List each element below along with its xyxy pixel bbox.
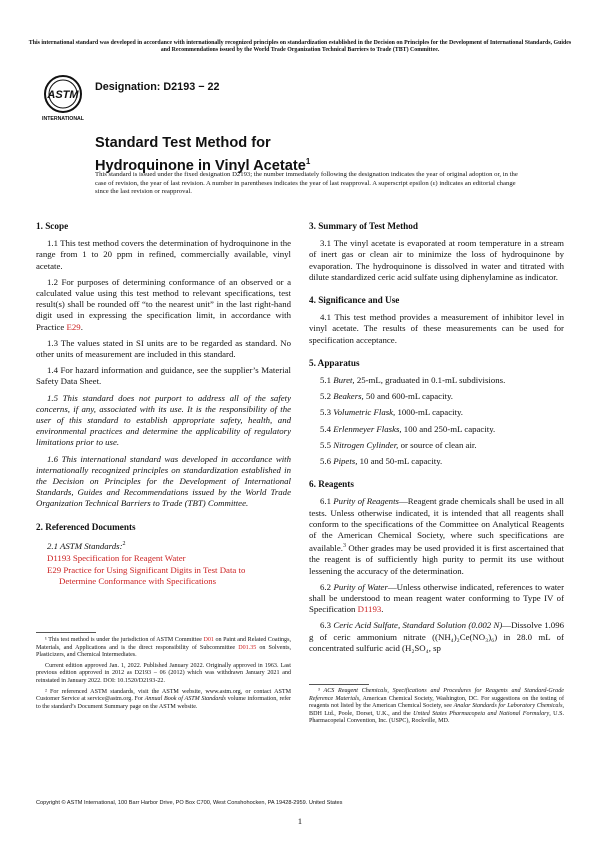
link-d01[interactable]: D01 (203, 637, 214, 643)
page-number: 1 (297, 816, 303, 826)
ref-e29[interactable]: E29 Practice for Using Significant Digits in Test Data to Determine Conformance with Specifications (47, 565, 246, 587)
section-reagents (309, 479, 564, 654)
copyright-line: Copyright © ASTM International, 100 Barr Harbor Drive, PO Box C700, West Conshohocken, PA 19428-2959. United States (36, 800, 343, 806)
footnotes-right (309, 688, 564, 729)
footnote-3: ³ ACS Reagent Chemicals, Specifications and Procedures for Reagents and Standard-Grade Reference Materials, American Chemical Society, Washington, DC. For suggestions on the testing of reagents not listed by the American Chemical Society, see Analar Standards for Laboratory Chemicals, BDH Ltd., Poole, Dorset, U.K., and the United States Pharmacopeia and National Formulary, U.S. Pharmacopeial Convention, Inc. (USPC), Rockville, MD. (309, 688, 565, 725)
title-line-1: Standard Test Method for (95, 135, 271, 151)
ref-d1193[interactable]: D1193 Specification for Reagent Water (47, 553, 186, 563)
paragraph: 6.2 Purity of Water—Unless otherwise indicated, references to water shall be understood to mean reagent water conforming to Type IV of Specification D1193. (309, 581, 565, 615)
section-heading: 3. Summary of Test Method (309, 221, 418, 231)
footnote-divider (36, 632, 96, 633)
footnote-1: ¹ This test method is under the jurisdiction of ASTM Committee D01 on Paint and Related Coatings, Materials, and Applications and is the direct responsibility of Subcommittee D01.35 on Solvents, Plasticizers, and Chemical Intermediates. (36, 637, 292, 659)
svg-text:INTERNATIONAL: INTERNATIONAL (42, 116, 84, 122)
paragraph: 1.5 This standard does not purport to address all of the safety concerns, if any, associated with its use. It is the responsibility of the user of this standard to establish appropriate safety, health, and environmental practices and determine the applicability of regulatory limitations prior to use. (36, 392, 291, 448)
paragraph: 1.1 This test method covers the determination of hydroquinone in the range from 1 to 20 ppm in refined, commercially available, vinyl acetate. (36, 238, 291, 271)
section-heading: 2. Referenced Documents (36, 521, 136, 532)
paragraph: 1.6 This international standard was developed in accordance with internationally recognized principles on standardization established in the Decision on Principles for the Development of International Standards, Guides and Recommendations issued by the World Trade Organization Technical Barriers to Trade (TBT) Committee. (36, 453, 291, 509)
title-line-2: Hydroquinone in Vinyl Acetate$^1$ (95, 156, 311, 174)
section-heading: 4. Significance and Use (309, 295, 400, 306)
paragraph: 4.1 This test method provides a measurement of inhibitor level in vinyl acetate. The results of these measurements can be used for specification acceptance. (309, 312, 564, 345)
astm-logo-icon (40, 73, 88, 123)
section-significance (309, 295, 564, 346)
paragraph: 1.3 The values stated in SI units are to be regarded as standard. No other units of measurement are included in this standard. (36, 337, 291, 360)
footnote-1-edition: Current edition approved Jan. 1, 2022. Published January 2022. Originally approved in 1963. Last previous edition approved in 2012 as D2193 – 06 (2012) which was withdrawn January 2021 and reinstated in January 2022. DOI: 10.1520/D2193-22. (36, 662, 291, 684)
section-heading: 1. Scope (36, 221, 69, 231)
section-summary (309, 221, 564, 283)
section-apparatus (309, 358, 564, 467)
document-title (95, 135, 515, 175)
designation: Designation: D2193 − 22 (95, 81, 220, 93)
right-column (309, 221, 564, 666)
footnotes-left (36, 637, 291, 714)
footnote-divider (309, 684, 369, 685)
link-d1193[interactable]: D1193 (357, 604, 382, 615)
section-referenced-documents (36, 522, 291, 588)
section-heading: 6. Reagents (309, 479, 354, 490)
apparatus-item: 5.3 Volumetric Flask, 1000-mL capacity. (320, 407, 464, 418)
apparatus-item: 5.4 Erlenmeyer Flasks, 100 and 250-mL capacity. (320, 423, 496, 434)
apparatus-item: 5.1 Buret, 25-mL, graduated in 0.1-mL subdivisions. (320, 375, 506, 386)
link-d01-35[interactable]: D01.35 (238, 644, 257, 651)
footnote-2: ² For referenced ASTM standards, visit the ASTM website, www.astm.org, or contact ASTM Customer Service at service@astm.org. For Annual Book of ASTM Standards volume information, refer to the standard’s Document Summary page on the ASTM website. (36, 688, 292, 710)
apparatus-item: 5.2 Beakers, 50 and 600-mL capacity. (320, 391, 453, 402)
paragraph: 3.1 The vinyl acetate is evaporated at room temperature in a stream of inert gas or clean air to minimize the loss of hydroquinone by evaporation. The hydroquinone is dissolved in water and titrated with dilute standardized ceric acid sulfate using diphenylamine as indicator. (309, 238, 564, 282)
issuance-note: This standard is issued under the fixed designation D2193; the number immediately following the designation indicates the year of original adoption or, in the case of revision, the year of last revision. A number in parentheses indicates the year of last reapproval. A superscript epsilon (ε) indicates an editorial change since the last revision or reapproval. (95, 171, 518, 195)
section-scope (36, 221, 291, 510)
paragraph: 6.3 Ceric Acid Sulfate, Standard Solution (0.002 N)—Dissolve 1.096 g of ceric ammonium nitrate ((NH₄)₂Ce(NO₃)₆) in 28.0 mL of concentrated sulfuric acid (H₂SO₄, sp (309, 620, 564, 653)
paragraph: 1.4 For hazard information and guidance, see the supplier’s Material Safety Data Sheet. (36, 365, 291, 387)
svg-text:ASTM: ASTM (47, 89, 79, 101)
tbt-notice: This international standard was developed in accordance with internationally recognized principles on standardization established in the Decision on Principles for the Development of International Standards, Guides and Recommendations issued by the World Trade Organization Technical Barriers to Trade (TBT) Committee. (28, 40, 572, 54)
section-heading: 5. Apparatus (309, 357, 360, 368)
left-column (36, 221, 291, 600)
paragraph: 1.2 For purposes of determining conformance of an observed or a calculated value using this test method to relevant specifications, test result(s) shall be rounded off “to the nearest unit” in the last right-hand digit used in expressing the specification limit, in accordance with Practice E29. (36, 276, 291, 332)
title-footnote-mark: 1 (305, 156, 311, 166)
paragraph: 6.1 Purity of Reagents—Reagent grade chemicals shall be used in all tests. Unless otherwise indicated, it is intended that all reagents shall conform to the specifications of the Committee on Analytical Reagents of the American Chemical Society, where such specifications are available.$^3$ Other grades may be used provided it is first ascertained that the reagent is of sufficiently high purity to permit its use without lessening the accuracy of the determination. (309, 496, 564, 576)
apparatus-item: 5.5 Nitrogen Cylinder, or source of clean air. (320, 439, 477, 450)
subheading: 2.1 ASTM Standards:$^2$ (47, 540, 126, 551)
apparatus-item: 5.6 Pipets, 10 and 50-mL capacity. (320, 456, 443, 467)
link-e29[interactable]: E29 (66, 321, 81, 332)
